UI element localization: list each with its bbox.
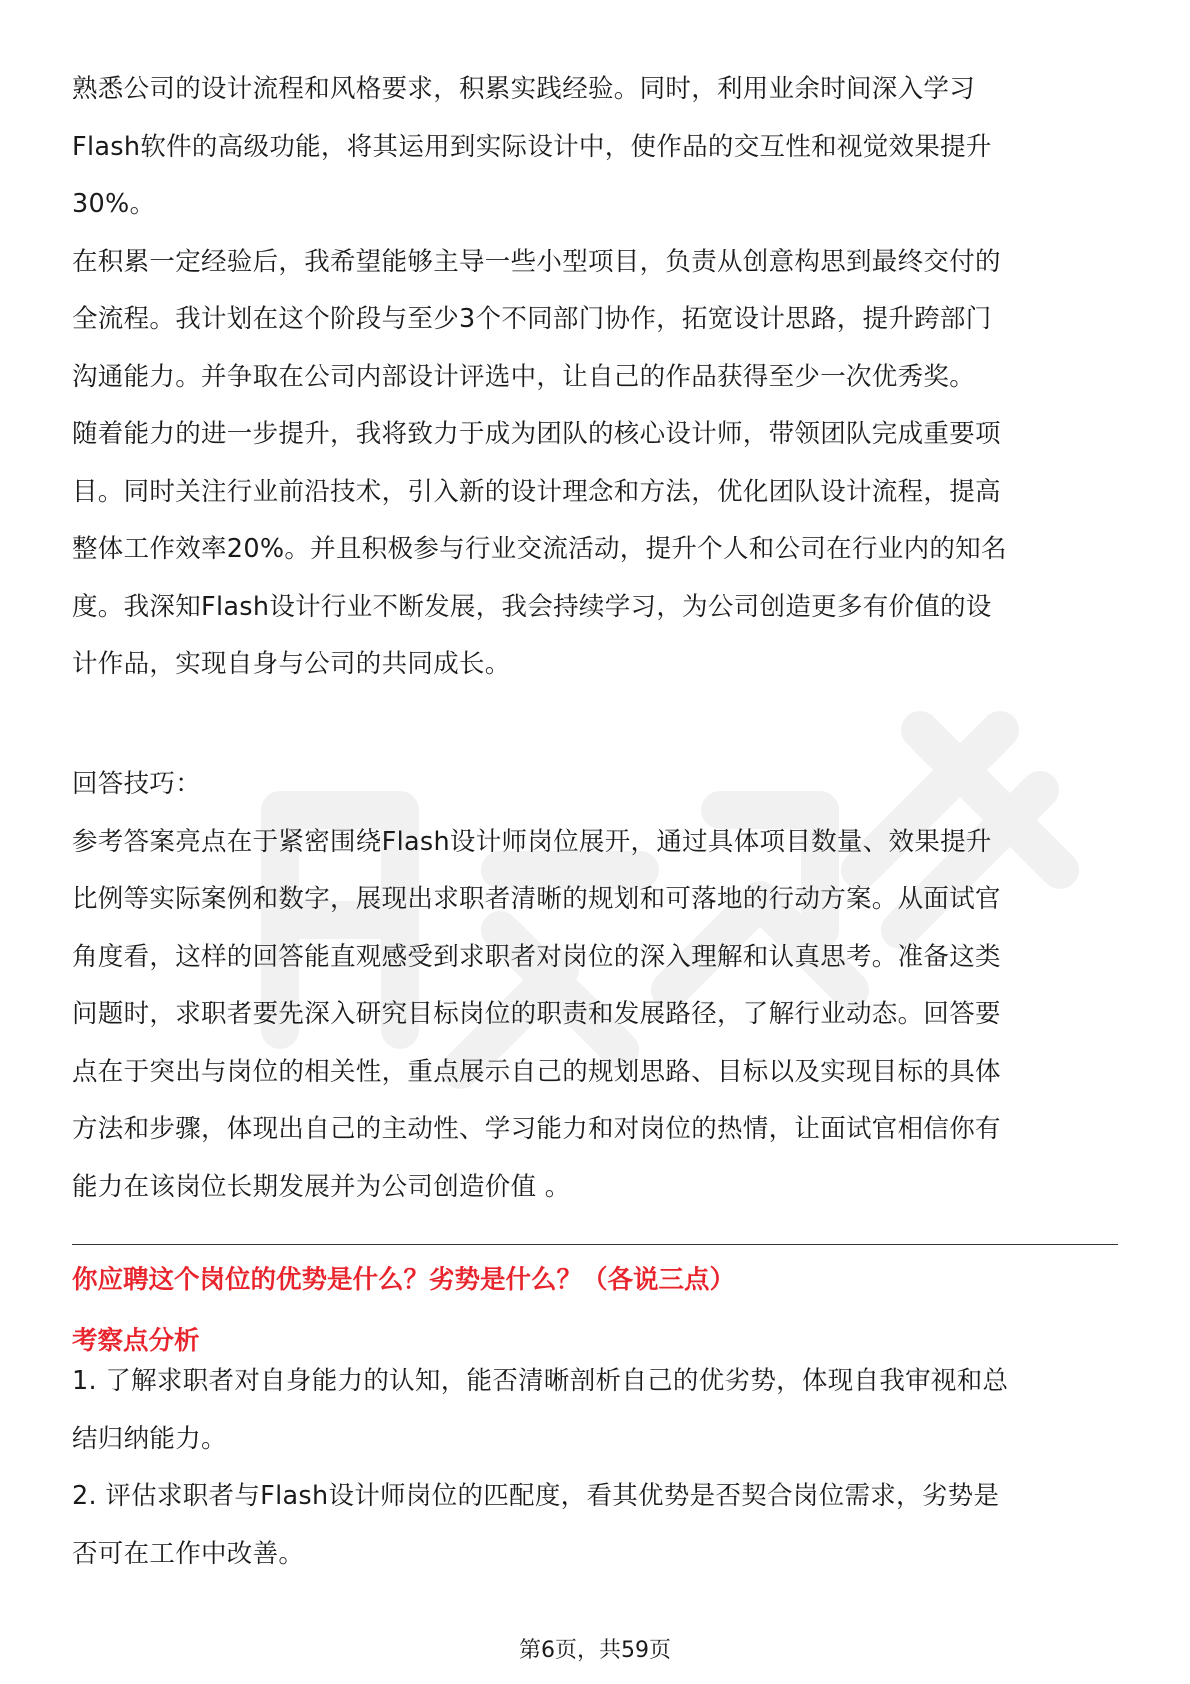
career-plan-paragraph (72, 61, 1118, 694)
text-line: 全流程。我计划在这个阶段与至少3个不同部门协作，拓宽设计思路，提升跨部门 (72, 304, 992, 334)
text-line: 沟通能力。并争取在公司内部设计评选中，让自己的作品获得至少一次优秀奖。 (72, 361, 976, 392)
text-line: 方法和步骤，体现出自己的主动性、学习能力和对岗位的热情，让面试官相信你有 (72, 1114, 1001, 1144)
text-line: 随着能力的进一步提升，我将致力于成为团队的核心设计师，带领团队完成重要项 (72, 419, 1001, 449)
text-line: 熟悉公司的设计流程和风格要求，积累实践经验。同时，利用业余时间深入学习 (72, 74, 976, 104)
text-line: 目。同时关注行业前沿技术，引入新的设计理念和方法，优化团队设计流程，提高 (72, 476, 1001, 507)
answer-tips-section (72, 756, 1118, 1216)
question-title: 你应聘这个岗位的优势是什么？劣势是什么？（各说三点） (72, 1265, 736, 1295)
analysis-heading: 考察点分析 (72, 1326, 200, 1356)
text-line: 比例等实际案例和数字，展现出求职者清晰的规划和可落地的行动方案。从面试官 (72, 884, 1001, 914)
text-line: 度。我深知Flash设计行业不断发展，我会持续学习，为公司创造更多有价值的设 (72, 591, 992, 622)
document-page (72, 0, 1118, 1684)
text-line: 在积累一定经验后，我希望能够主导一些小型项目，负责从创意构思到最终交付的 (72, 246, 1001, 277)
text-line: 问题时，求职者要先深入研究目标岗位的职责和发展路径，了解行业动态。回答要 (72, 999, 1001, 1029)
list-item: 2. 评估求职者与Flash设计师岗位的匹配度，看其优势是否契合岗位需求，劣势是 (72, 1481, 1000, 1511)
text-line: 参考答案亮点在于紧密围绕Flash设计师岗位展开，通过具体项目数量、效果提升 (72, 826, 992, 857)
text-line: 计作品，实现自身与公司的共同成长。 (72, 649, 511, 679)
tips-heading: 回答技巧： (72, 769, 202, 799)
text-line: 能力在该岗位长期发展并为公司创造价值 。 (72, 1171, 571, 1202)
text-line: Flash软件的高级功能，将其运用到实际设计中，使作品的交互性和视觉效果提升 (72, 131, 992, 162)
text-line: 30%。 (72, 189, 156, 219)
page-number: 第6页，共59页 (519, 1638, 671, 1663)
section-divider (72, 1244, 1118, 1245)
text-line: 点在于突出与岗位的相关性，重点展示自己的规划思路、目标以及实现目标的具体 (72, 1056, 1001, 1087)
analysis-list (72, 1353, 1118, 1583)
text-line: 角度看，这样的回答能直观感受到求职者对岗位的深入理解和认真思考。准备这类 (72, 941, 1001, 972)
list-item: 结归纳能力。 (72, 1423, 227, 1454)
text-line: 整体工作效率20%。并且积极参与行业交流活动，提升个人和公司在行业内的知名 (72, 534, 1007, 564)
list-item: 1. 了解求职者对自身能力的认知，能否清晰剖析自己的优劣势，体现自我审视和总 (72, 1366, 1009, 1396)
list-item: 否可在工作中改善。 (72, 1538, 305, 1569)
